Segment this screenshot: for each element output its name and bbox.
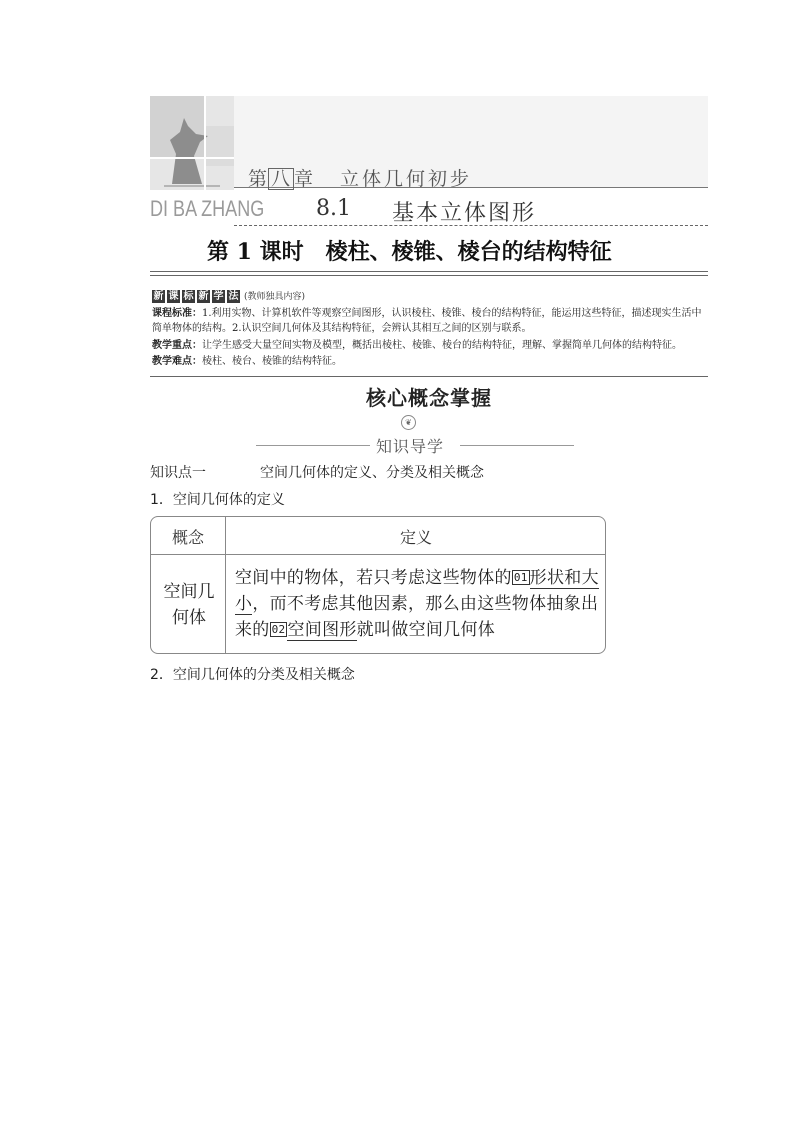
core-concepts-title: 核心概念掌握 bbox=[366, 386, 492, 410]
key-label: 教学重点： bbox=[152, 340, 202, 351]
table-cell-concept: 空间几何体 bbox=[163, 582, 215, 628]
section-divider bbox=[150, 376, 708, 377]
badge-char: 新 bbox=[198, 291, 209, 302]
leaf-icon: ❦ bbox=[401, 415, 416, 430]
decorative-figure-icon bbox=[150, 96, 234, 190]
chapter-suffix: 章 bbox=[294, 168, 315, 190]
curriculum-text: 1.利用实物、计算机软件等观察空间图形，认识棱柱、棱锥、棱台的结构特征，能运用这些特征，描述现实生活中简单物体的结构。2.认识空间几何体及其结构特征，会辨认其相互之间的区别与联系。 bbox=[152, 308, 702, 334]
new-curriculum-badges bbox=[152, 289, 305, 303]
curriculum-label: 课程标准： bbox=[152, 308, 202, 319]
knowledge-guide-heading: 知识导学 bbox=[376, 437, 445, 456]
subheading-definition: 1．空间几何体的定义 bbox=[150, 492, 285, 508]
table-header-definition: 定义 bbox=[399, 528, 432, 547]
curriculum-standard bbox=[152, 306, 708, 336]
badge-note: (教师独具内容) bbox=[244, 292, 306, 302]
blank-number: 02 bbox=[271, 623, 286, 636]
chapter-pinyin-watermark: DI BA ZHANG bbox=[150, 196, 265, 221]
badge-char: 标 bbox=[183, 291, 194, 302]
definition-text: 空间中的物体，若只考虑这些物体的 bbox=[235, 568, 512, 588]
badge-char: 新 bbox=[153, 291, 164, 302]
chapter-number: 八 bbox=[268, 168, 294, 190]
definition-table bbox=[150, 516, 606, 654]
section-title: 基本立体图形 bbox=[392, 201, 537, 226]
difficulty-text: 棱柱、棱台、棱锥的结构特征。 bbox=[202, 356, 342, 367]
double-rule-top bbox=[150, 271, 708, 272]
chapter-prefix: 第 bbox=[248, 168, 269, 190]
table-cell-definition bbox=[235, 565, 601, 643]
badge-char: 学 bbox=[213, 291, 224, 302]
lesson-title: 第 1 课时 棱柱、棱锥、棱台的结构特征 bbox=[207, 239, 612, 265]
guide-line-right bbox=[460, 445, 574, 446]
definition-text: 就叫做空间几何体 bbox=[356, 620, 496, 640]
blank-number: 01 bbox=[513, 571, 528, 584]
filled-blank: 形状和大小 bbox=[235, 568, 599, 614]
definition-text: ，而不考虑其他因素，那么由这些物体抽象出来的 bbox=[235, 594, 599, 640]
badge-char: 法 bbox=[228, 291, 239, 302]
table-header-divider bbox=[151, 554, 606, 555]
filled-blank: 空间图形 bbox=[287, 620, 357, 640]
teaching-difficulty bbox=[152, 354, 708, 369]
key-text: 让学生感受大量空间实物及模型，概括出棱柱、棱锥、棱台的结构特征，理解、掌握简单几何体的结构特征。 bbox=[202, 340, 682, 351]
table-header-concept: 概念 bbox=[171, 528, 204, 547]
subheading-classification: 2．空间几何体的分类及相关概念 bbox=[150, 667, 355, 683]
difficulty-label: 教学难点： bbox=[152, 356, 202, 367]
guide-line-left bbox=[256, 445, 370, 446]
chapter-decorative-image bbox=[150, 96, 234, 190]
knowledge-point-title: 空间几何体的定义、分类及相关概念 bbox=[260, 465, 484, 481]
double-rule-bottom bbox=[150, 275, 708, 276]
knowledge-point-label: 知识点一 bbox=[150, 465, 206, 481]
chapter-title: 立体几何初步 bbox=[340, 168, 473, 190]
chapter-label bbox=[248, 164, 314, 191]
badge-char: 课 bbox=[168, 291, 179, 302]
teaching-key-point bbox=[152, 338, 708, 353]
section-number: 8.1 bbox=[316, 196, 351, 221]
